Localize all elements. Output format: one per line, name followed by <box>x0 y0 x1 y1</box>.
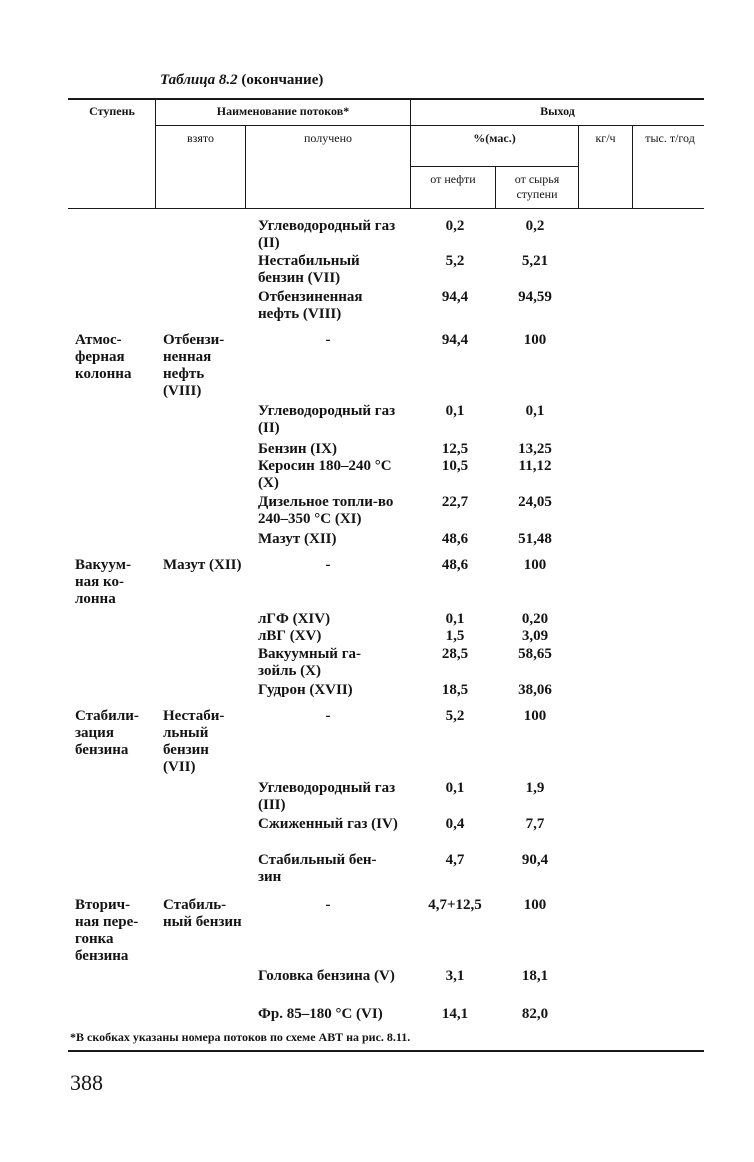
header-kgh: кг/ч <box>595 131 616 145</box>
header-percent: %(мас.) <box>473 131 516 145</box>
row-18-received: - <box>325 897 331 913</box>
row-16-received: Сжиженный газ (IV) <box>258 816 398 832</box>
row-13-p2: 38,06 <box>518 682 552 698</box>
row-1-p2: 5,21 <box>521 253 549 269</box>
header-output: Выход <box>540 104 575 118</box>
row-10-p2: 0,20 <box>521 611 549 627</box>
header-tpy: тыс. т/год <box>645 131 695 145</box>
row-1-p1: 5,2 <box>445 253 465 269</box>
row-20-p2: 82,0 <box>521 1006 549 1022</box>
row-9-stage: Вакуум-ная ко-лонна <box>75 557 131 607</box>
row-15-p1: 0,1 <box>445 780 465 796</box>
table-footnote: *В скобках указаны номера потоков по схеме АВТ на рис. 8.11. <box>70 1030 411 1044</box>
caption-label: Таблица 8.2 <box>160 72 238 88</box>
row-0-received: Углеводородный газ (II) <box>258 218 396 251</box>
row-8-p1: 48,6 <box>441 531 469 547</box>
row-4-p2: 0,1 <box>525 403 545 419</box>
row-12-p2: 58,65 <box>518 646 552 662</box>
row-15-received: Углеводородный газ (III) <box>258 780 396 813</box>
row-17-p2: 90,4 <box>521 852 549 868</box>
row-4-p1: 0,1 <box>445 403 465 419</box>
row-18-taken: Стабиль-ный бензин <box>163 897 242 930</box>
row-2-received: Отбензиненная нефть (VIII) <box>258 289 363 322</box>
row-4-received: Углеводородный газ (II) <box>258 403 396 436</box>
row-14-taken: Нестаби-льный бензин (VII) <box>163 708 225 775</box>
table-bottom-rule <box>68 1050 704 1052</box>
row-9-received: - <box>325 557 331 573</box>
row-14-p2: 100 <box>523 708 547 724</box>
row-5-received: Бензин (IX) <box>258 441 337 457</box>
row-9-p1: 48,6 <box>441 557 469 573</box>
row-6-p1: 10,5 <box>441 458 469 474</box>
header-bottom-rule <box>68 208 704 209</box>
header-received: получено <box>303 131 353 145</box>
row-20-p1: 14,1 <box>441 1006 469 1022</box>
row-8-p2: 51,48 <box>518 531 552 547</box>
table-caption <box>160 72 323 89</box>
header-from-feed: от сырья ступени <box>514 172 560 201</box>
row-7-p2: 24,05 <box>518 494 552 510</box>
row-19-p2: 18,1 <box>521 968 549 984</box>
row-10-p1: 0,1 <box>445 611 465 627</box>
row-6-p2: 11,12 <box>518 458 552 474</box>
row-9-p2: 100 <box>523 557 547 573</box>
row-0-p2: 0,2 <box>525 218 545 234</box>
header-divider-6 <box>632 125 633 208</box>
row-11-received: лВГ (XV) <box>258 628 322 644</box>
row-18-p2: 100 <box>523 897 547 913</box>
row-14-p1: 5,2 <box>445 708 465 724</box>
header-stage: Ступень <box>89 104 135 118</box>
row-9-taken: Мазут (XII) <box>163 557 242 573</box>
row-13-p1: 18,5 <box>441 682 469 698</box>
table-top-rule <box>68 98 704 100</box>
row-3-p1: 94,4 <box>441 332 469 348</box>
row-1-received: Нестабильный бензин (VII) <box>258 253 360 286</box>
header-from-oil: от нефти <box>430 172 476 186</box>
row-2-p1: 94,4 <box>441 289 469 305</box>
row-18-stage: Вторич-ная пере-гонка бензина <box>75 897 139 964</box>
row-2-p2: 94,59 <box>518 289 552 305</box>
row-15-p2: 1,9 <box>525 780 545 796</box>
row-0-p1: 0,2 <box>445 218 465 234</box>
row-8-received: Мазут (XII) <box>258 531 337 547</box>
row-10-received: лГФ (XIV) <box>258 611 331 627</box>
row-20-received: Фр. 85–180 °С (VI) <box>258 1006 383 1022</box>
row-3-received: - <box>325 332 331 348</box>
row-12-p1: 28,5 <box>441 646 469 662</box>
header-streams: Наименование потоков* <box>216 104 350 118</box>
row-19-p1: 3,1 <box>445 968 465 984</box>
row-3-taken: Отбензи-ненная нефть (VIII) <box>163 332 225 399</box>
row-11-p2: 3,09 <box>521 628 549 644</box>
row-19-received: Головка бензина (V) <box>258 968 395 984</box>
row-6-received: Керосин 180–240 °С (X) <box>258 458 392 491</box>
header-rule-1 <box>155 125 704 126</box>
row-5-p1: 12,5 <box>441 441 469 457</box>
row-3-p2: 100 <box>523 332 547 348</box>
row-14-stage: Стабили-зация бензина <box>75 708 139 758</box>
header-divider-4 <box>495 166 496 208</box>
row-7-p1: 22,7 <box>441 494 469 510</box>
row-18-p1: 4,7+12,5 <box>428 897 482 913</box>
row-17-received: Стабильный бен-зин <box>258 852 377 885</box>
row-3-stage: Атмос-ферная колонна <box>75 332 132 382</box>
page-number: 388 <box>70 1070 103 1095</box>
row-12-received: Вакуумный га-зойль (X) <box>258 646 362 679</box>
header-taken: взято <box>186 131 214 145</box>
row-5-p2: 13,25 <box>518 441 552 457</box>
row-16-p1: 0,4 <box>445 816 465 832</box>
header-rule-2 <box>410 166 578 167</box>
row-14-received: - <box>325 708 331 724</box>
row-16-p2: 7,7 <box>525 816 545 832</box>
row-13-received: Гудрон (XVII) <box>258 682 353 698</box>
caption-suffix: (окончание) <box>237 72 324 88</box>
row-11-p1: 1,5 <box>445 628 465 644</box>
row-17-p1: 4,7 <box>445 852 465 868</box>
row-7-received: Дизельное топли-во 240–350 °С (XI) <box>258 494 394 527</box>
